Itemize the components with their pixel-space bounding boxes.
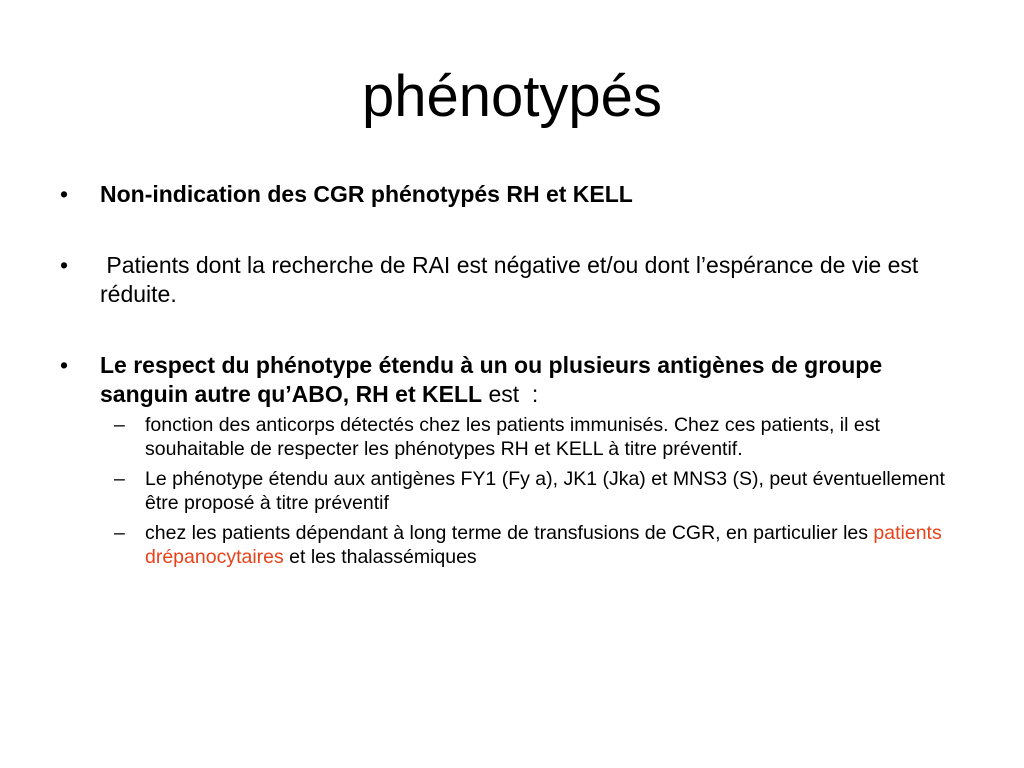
slide-title: phénotypés	[362, 64, 662, 129]
bullet-text: Patients dont la recherche de RAI est négative et/ou dont l’espérance de vie est réduite.	[100, 252, 925, 307]
sub-bullet-marker: –	[114, 522, 125, 544]
bullet-text-tail: est :	[482, 381, 539, 407]
sub-bullet-text: chez les patients dépendant à long terme de transfusions de CGR, en particulier les	[145, 522, 874, 544]
sub-bullet-marker: –	[114, 414, 125, 436]
highlight-text: patients drépanocytaires	[145, 522, 942, 568]
sub-bullet-text-after: et les thalassémiques	[283, 546, 477, 568]
bullet-text: Non-indication des CGR phénotypés RH et KELL	[100, 181, 633, 207]
sub-bullet-marker: –	[114, 468, 125, 490]
bullet-list	[0, 180, 1024, 575]
bullet-text-bold: Le respect du phénotype étendu à un ou plusieurs antigènes de groupe sanguin autre qu’ABO, RH et KELL	[100, 352, 883, 407]
sub-bullet-item	[114, 467, 964, 515]
bullet-item	[0, 251, 1024, 309]
bullet-item	[0, 351, 1024, 569]
bullet-marker: •	[60, 181, 69, 207]
sub-bullet-text: fonction des anticorps détectés chez les patients immunisés. Chez ces patients, il est souhaitable de respecter les phénotypes RH et KELL à titre préventif.	[145, 414, 880, 460]
bullet-marker: •	[60, 352, 69, 378]
sub-bullet-item	[114, 521, 964, 569]
bullet-item	[0, 180, 1024, 209]
sub-bullet-list	[100, 413, 964, 569]
sub-bullet-item	[114, 413, 964, 461]
bullet-marker: •	[60, 252, 69, 278]
sub-bullet-text: Le phénotype étendu aux antigènes FY1 (Fy a), JK1 (Jka) et MNS3 (S), peut éventuellement être proposé à titre préventif	[145, 468, 945, 514]
